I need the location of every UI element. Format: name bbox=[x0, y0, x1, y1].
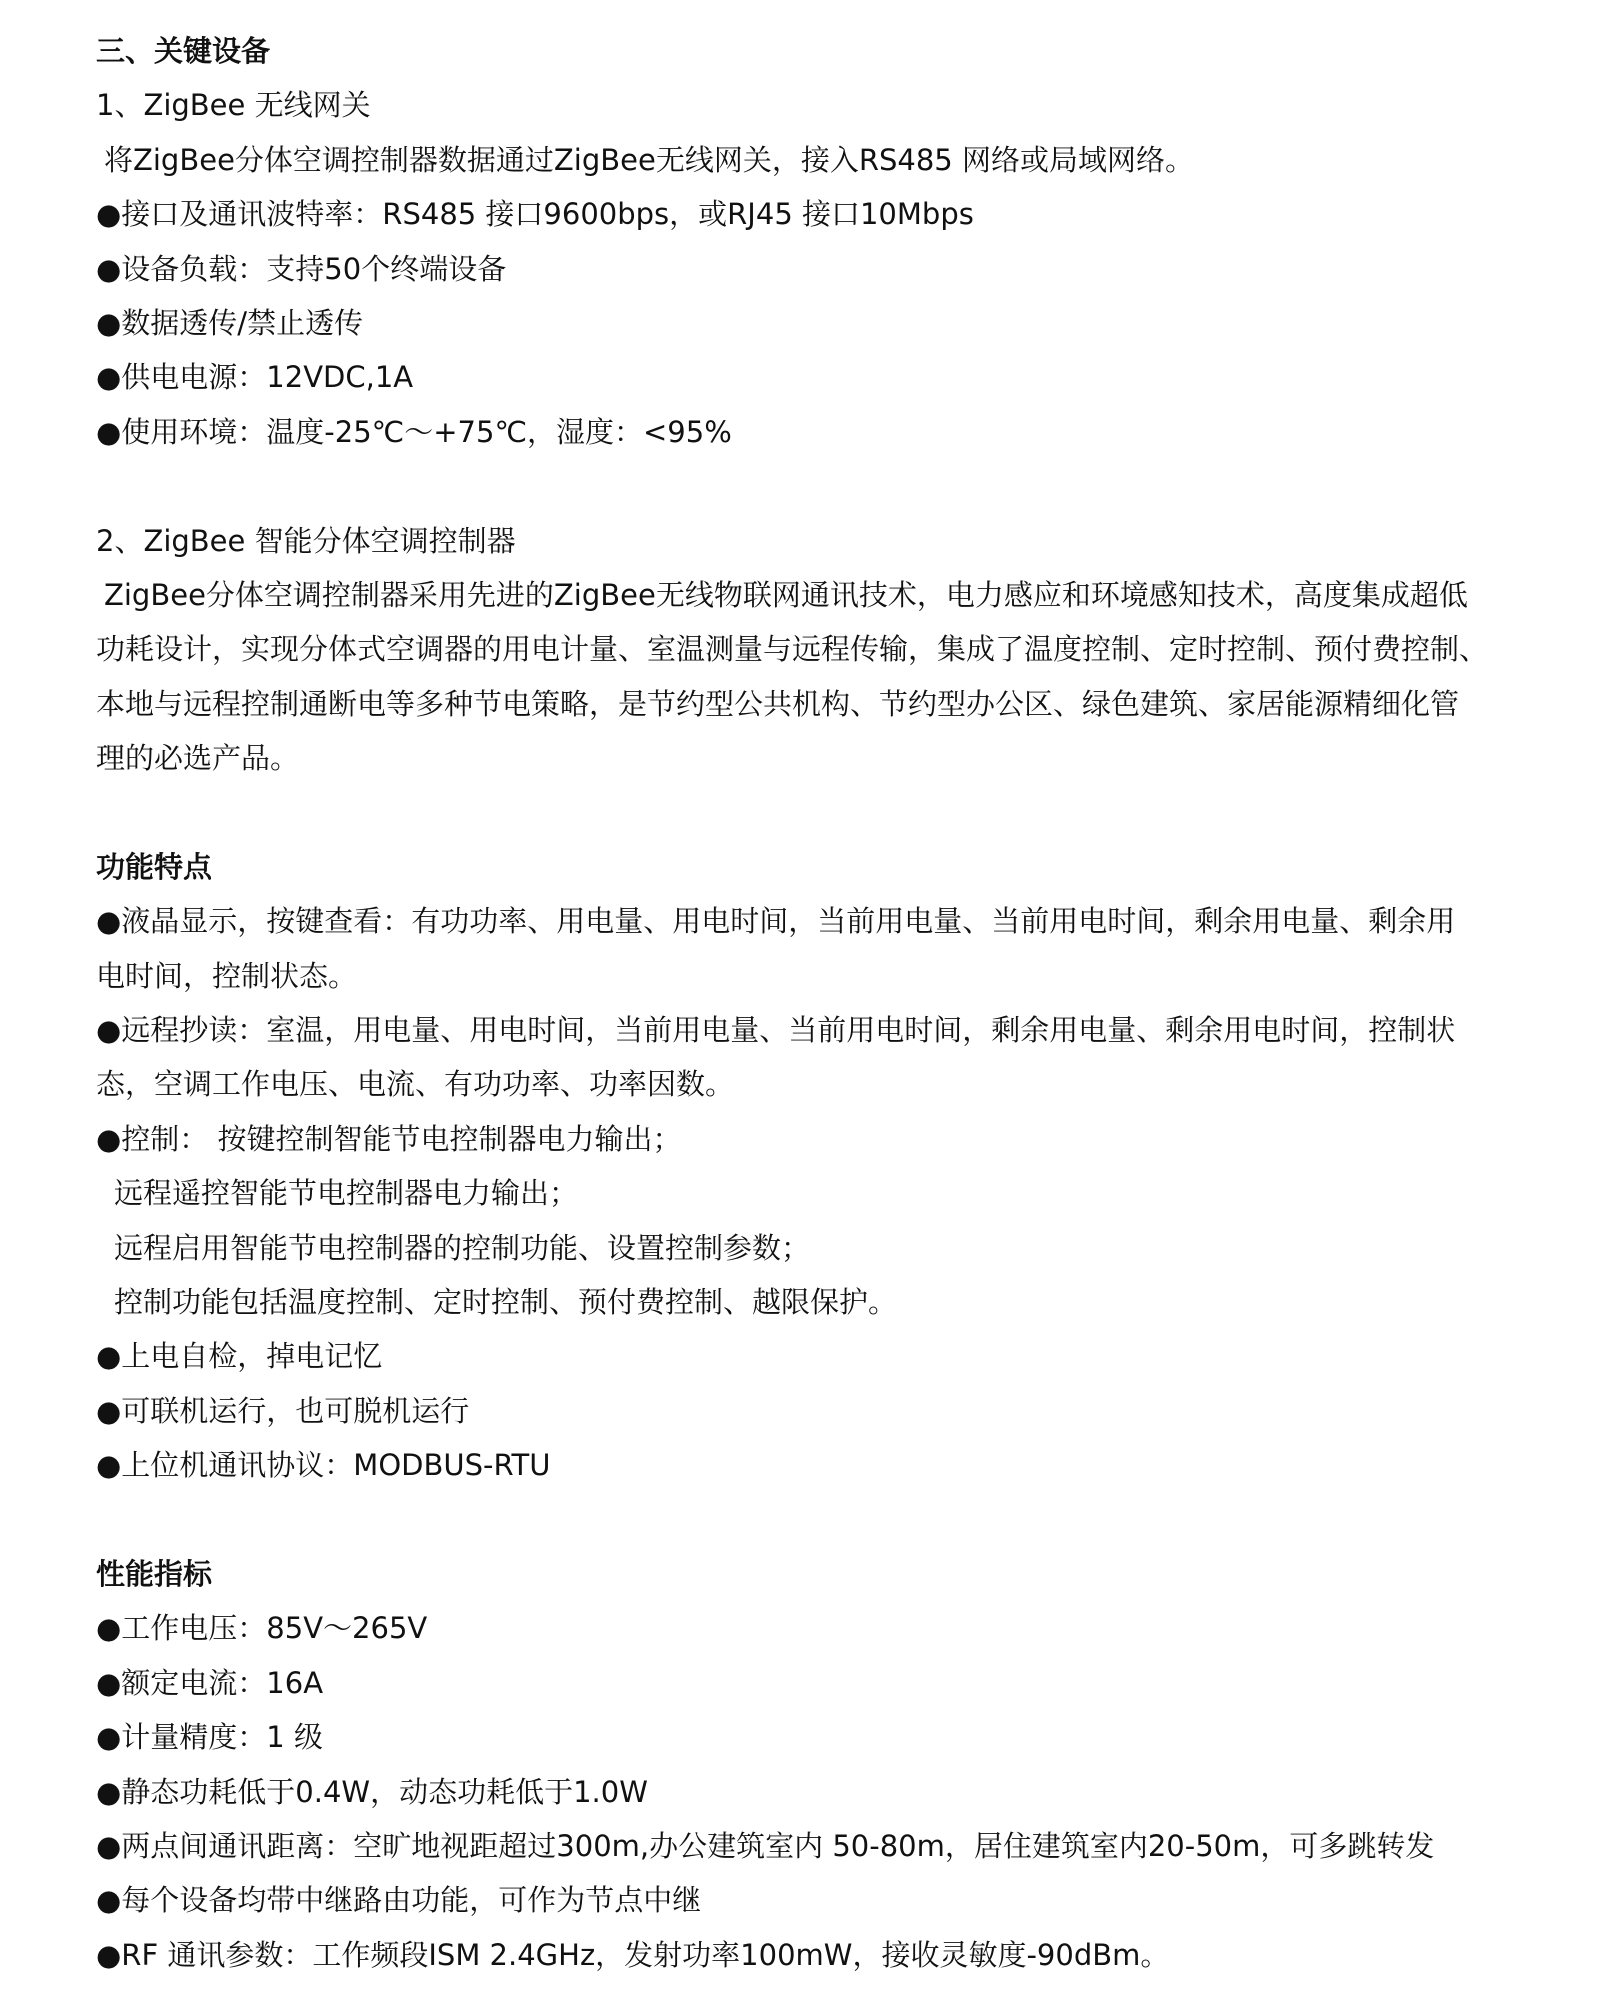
features-line: ●上电自检，掉电记忆 bbox=[96, 1339, 383, 1374]
performance-line: ●静态功耗低于0.4W，动态功耗低于1.0W bbox=[96, 1774, 648, 1809]
control-sub-line: 远程遥控智能节电控制器电力输出； bbox=[114, 1176, 579, 1211]
features-line: ●远程抄读：室温，用电量、用电时间，当前用电量、当前用电时间，剩余用电量、剩余用电时间，控制状 bbox=[96, 1013, 1456, 1048]
features-line: 电时间，控制状态。 bbox=[96, 958, 358, 993]
gateway-intro: 将ZigBee分体空调控制器数据通过ZigBee无线网关，接入RS485 网络或局域网络。 bbox=[104, 142, 1194, 177]
features-line: ●液晶显示，按键查看：有功功率、用电量、用电时间，当前用电量、当前用电时间，剩余用电量、剩余用 bbox=[96, 904, 1456, 939]
features-line: ●可联机运行，也可脱机运行 bbox=[96, 1393, 470, 1428]
performance-line: ●两点间通讯距离：空旷地视距超过300m,办公建筑室内 50-80m，居住建筑室内20-50m，可多跳转发 bbox=[96, 1828, 1435, 1863]
gateway-bullet: ●数据透传/禁止透传 bbox=[96, 305, 364, 340]
performance-line: ●每个设备均带中继路由功能，可作为节点中继 bbox=[96, 1883, 702, 1918]
performance-line: ●RF 通讯参数：工作频段ISM 2.4GHz，发射功率100mW，接收灵敏度-90dBm。 bbox=[96, 1937, 1170, 1972]
controller-desc-line: 功耗设计，实现分体式空调器的用电计量、室温测量与远程传输，集成了温度控制、定时控制、预付费控制、 bbox=[96, 632, 1489, 667]
control-sub-line: 控制功能包括温度控制、定时控制、预付费控制、越限保护。 bbox=[114, 1284, 898, 1319]
spacer bbox=[96, 1493, 1516, 1547]
gateway-bullet: ●接口及通讯波特率：RS485 接口9600bps，或RJ45 接口10Mbps bbox=[96, 197, 974, 232]
performance-line: ●计量精度：1 级 bbox=[96, 1720, 323, 1755]
controller-desc-line: 本地与远程控制通断电等多种节电策略，是节约型公共机构、节约型办公区、绿色建筑、家居能源精细化管 bbox=[96, 686, 1460, 721]
performance-title: 性能指标 bbox=[96, 1556, 213, 1591]
performance-line: ●额定电流：16A bbox=[96, 1665, 324, 1700]
spacer bbox=[96, 459, 1516, 513]
controller-desc-line: 理的必选产品。 bbox=[96, 741, 300, 776]
controller-heading: 2、ZigBee 智能分体空调控制器 bbox=[96, 523, 516, 558]
control-sub-line: 远程启用智能节电控制器的控制功能、设置控制参数； bbox=[114, 1230, 811, 1265]
features-line: 态，空调工作电压、电流、有功功率、功率因数。 bbox=[96, 1067, 735, 1102]
controller-desc-line: ZigBee分体空调控制器采用先进的ZigBee无线物联网通讯技术，电力感应和环境感知技术，高度集成超低 bbox=[104, 577, 1468, 612]
gateway-heading: 1、ZigBee 无线网关 bbox=[96, 88, 371, 123]
features-title: 功能特点 bbox=[96, 849, 213, 884]
spacer bbox=[96, 785, 1516, 839]
gateway-bullet: ●设备负载：支持50个终端设备 bbox=[96, 251, 507, 286]
gateway-bullet: ●使用环境：温度-25℃～+75℃，湿度：<95% bbox=[96, 414, 732, 449]
section-title: 三、关键设备 bbox=[96, 34, 271, 68]
performance-line: ●工作电压：85V～265V bbox=[96, 1611, 428, 1646]
features-line: ●上位机通讯协议：MODBUS-RTU bbox=[96, 1448, 551, 1483]
gateway-bullet: ●供电电源：12VDC,1A bbox=[96, 360, 414, 395]
features-line: ●控制： 按键控制智能节电控制器电力输出； bbox=[96, 1121, 682, 1156]
